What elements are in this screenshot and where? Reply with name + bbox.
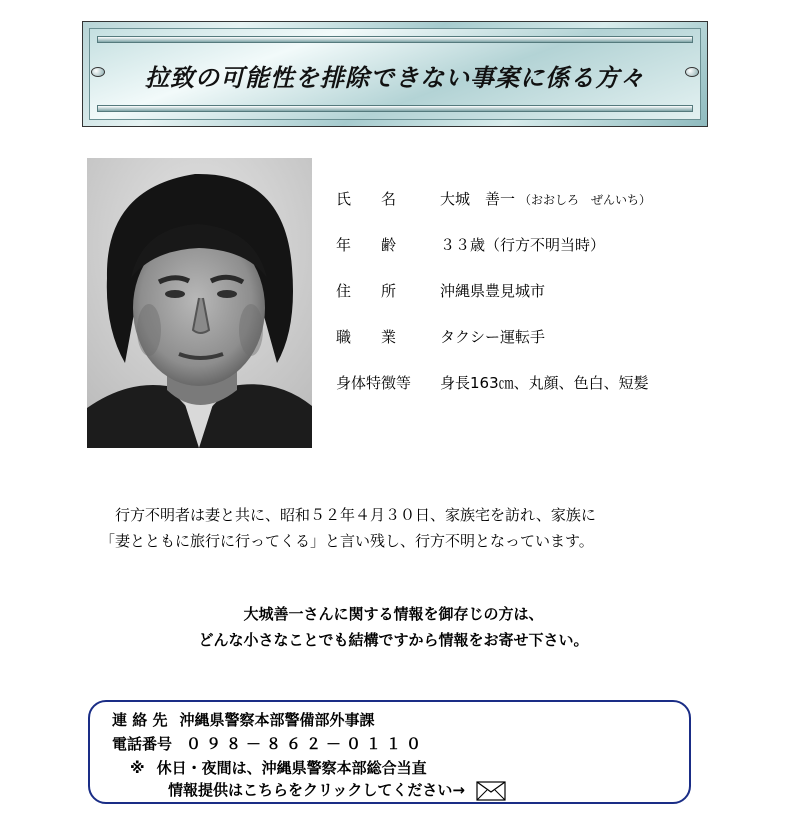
report-link-line xyxy=(168,779,506,801)
appeal-line-1: 大城善一さんに関する情報を御存じの方は、 xyxy=(243,605,544,623)
address-label: 住 所 xyxy=(336,282,397,300)
contact-label: 連 絡 先 xyxy=(112,711,168,729)
banner-rail-top xyxy=(97,36,693,43)
phone-number: ０９８－８６２－０１１０ xyxy=(186,735,427,753)
age-label: 年 齢 xyxy=(336,236,397,254)
case-description-line-2: 「妻とともに旅行に行ってくる」と言い残し、行方不明となっています。 xyxy=(100,532,594,550)
page-title: 拉致の可能性を排除できない事案に係る方々 xyxy=(145,64,645,92)
name-text: 大城 善一 xyxy=(440,190,516,208)
title-banner xyxy=(82,21,708,127)
appeal-line-2: どんな小さなことでも結構ですから情報をお寄せ下さい。 xyxy=(198,631,589,649)
after-hours-note xyxy=(130,757,427,778)
contact-line xyxy=(112,709,374,730)
name-value xyxy=(440,188,651,209)
contact-department: 沖縄県警察本部警備部外事課 xyxy=(179,711,375,729)
phone-line xyxy=(112,733,426,754)
case-description xyxy=(100,502,700,554)
name-label: 氏 名 xyxy=(336,190,397,208)
case-description-line-1: 行方不明者は妻と共に、昭和５２年４月３０日、家族宅を訪れ、家族に xyxy=(100,506,596,524)
name-reading: （おおしろ ぜんいち） xyxy=(519,193,652,207)
features-value: 身長163㎝、丸顔、色白、短髪 xyxy=(440,374,649,392)
address-value: 沖縄県豊見城市 xyxy=(440,282,546,300)
banner-rail-bottom xyxy=(97,105,693,112)
person-photo xyxy=(87,158,312,448)
age-value: ３３歳（行方不明当時） xyxy=(440,236,606,254)
features-label: 身体特徴等 xyxy=(336,374,412,392)
report-link-text: 情報提供はこちらをクリックしてください→ xyxy=(168,781,465,799)
job-value: タクシー運転手 xyxy=(440,328,546,346)
contact-box xyxy=(88,700,691,804)
mail-envelope-icon[interactable] xyxy=(476,781,506,801)
note-text: 休日・夜間は、沖縄県警察本部総合当直 xyxy=(156,759,427,777)
phone-label: 電話番号 xyxy=(112,735,173,753)
job-label: 職 業 xyxy=(336,328,397,346)
note-mark: ※ xyxy=(130,759,145,777)
